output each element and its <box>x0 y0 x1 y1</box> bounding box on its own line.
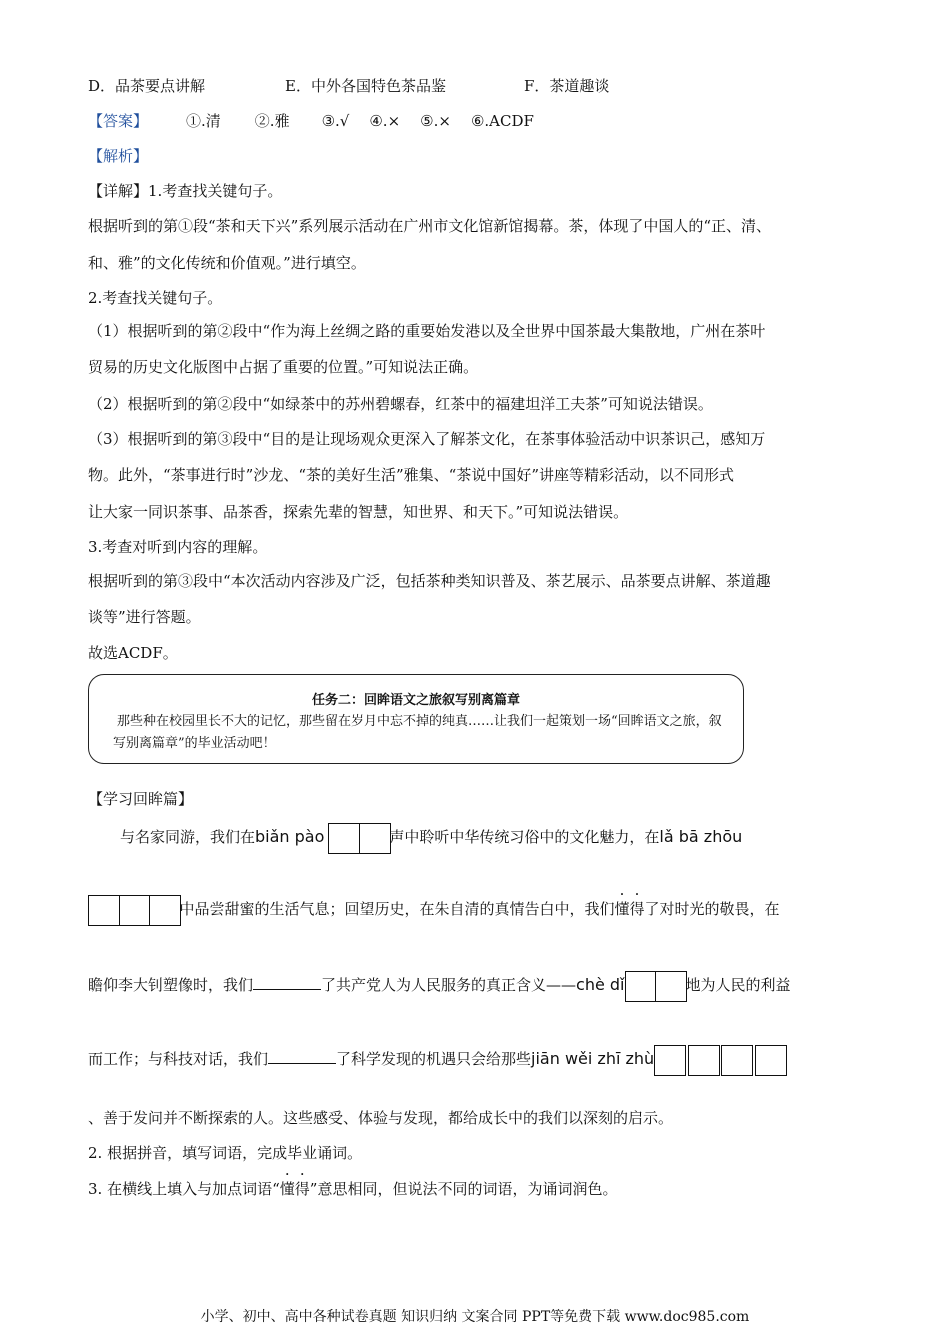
option-f: F．茶道趣谈 <box>523 77 610 95</box>
dotted-char: 得 <box>629 900 645 918</box>
review-line-5: 、善于发问并不断探索的人。这些感受、体验与发现，都给成长中的我们以深刻的启示。 <box>88 1109 674 1127</box>
task-title: 任务二：回眸语文之旅叙写别离篇章 <box>311 693 520 708</box>
answer-grid-bian-pao[interactable] <box>328 823 389 854</box>
detail-s2-head: 2.考查找关键句子。 <box>88 289 223 307</box>
answer-cell[interactable] <box>625 971 657 1002</box>
review-text: 声中聆听中华传统习俗中的文化魅力，在 <box>389 828 660 846</box>
review-text: 与名家同游，我们在 <box>120 828 256 846</box>
task-body <box>113 711 733 755</box>
review-line-3 <box>88 968 791 1002</box>
answer-grid-jian-wei-zhi-zhu[interactable] <box>654 1045 785 1076</box>
answer-cell[interactable] <box>328 823 360 854</box>
detail-s2-a2: 贸易的历史文化版图中占据了重要的位置。”可知说法正确。 <box>88 358 479 376</box>
answer-item: ②.雅 <box>254 112 290 130</box>
detail-s2-b: （2）根据听到的第②段中“如绿茶中的苏州碧螺春，红茶中的福建坦洋工夫茶”可知说法错误。 <box>88 395 713 413</box>
answer-cell[interactable] <box>359 823 391 854</box>
answer-cell[interactable] <box>119 895 151 926</box>
review-text: 中品尝甜蜜的生活气息；回望历史，在朱自清的真情告白中，我们 <box>179 900 615 918</box>
pinyin-la-ba-zhou: lǎ bā zhōu <box>659 827 743 846</box>
dotted-char: 懂 <box>279 1180 295 1198</box>
detail-label: 【详解】 <box>88 182 149 200</box>
question-3-text: ”意思相同，但说法不同的词语，为诵词润色。 <box>309 1180 618 1198</box>
review-text: 了共产党人为人民服务的真正含义—— <box>321 976 577 994</box>
answer-cell[interactable] <box>688 1045 720 1076</box>
options-line <box>88 75 609 97</box>
pinyin-jian-wei-zhi-zhu: jiān wěi zhī zhù <box>531 1049 655 1068</box>
review-text: 地为人民的利益 <box>685 976 791 994</box>
detail-s2-c3: 让大家一同识茶事、品茶香，探索先辈的智慧，知世界、和天下。”可知说法错误。 <box>88 503 629 521</box>
detail-s1-head-text: 1.考查找关键句子。 <box>148 182 283 200</box>
review-text: 瞻仰李大钊塑像时，我们 <box>88 976 254 994</box>
pinyin-bian-pao: biǎn pào <box>255 827 325 846</box>
review-text: 了对时光的敬畏，在 <box>644 900 780 918</box>
answer-cell[interactable] <box>655 971 687 1002</box>
answer-cell[interactable] <box>88 895 120 926</box>
analysis-label: 【解析】 <box>88 147 149 165</box>
detail-s2-a1: （1）根据听到的第②段中“作为海上丝绸之路的重要始发港以及全世界中国茶最大集散地，广州在茶叶 <box>88 322 766 340</box>
fill-blank-1[interactable] <box>253 975 321 990</box>
answer-cell[interactable] <box>654 1045 686 1076</box>
review-line-4 <box>88 1042 785 1076</box>
detail-s1-head <box>88 180 282 202</box>
detail-conclusion: 故选ACDF。 <box>88 644 178 662</box>
answer-item: ①.清 <box>186 112 221 130</box>
answer-item: ⑤.× <box>420 112 451 130</box>
review-line-1 <box>88 820 742 854</box>
fill-blank-2[interactable] <box>268 1049 336 1064</box>
answer-item: ④.× <box>369 112 401 130</box>
detail-s2-c2: 物。此外，“茶事进行时”沙龙、“茶的美好生活”雅集、“茶说中国好”讲座等精彩活动，以不同形式 <box>88 466 735 484</box>
option-d: D．品茶要点讲解 <box>88 77 206 95</box>
detail-s3-p1: 根据听到的第③段中“本次活动内容涉及广泛，包括茶种类知识普及、茶艺展示、品茶要点讲解、茶道趣 <box>88 572 771 590</box>
answer-cell[interactable] <box>755 1045 787 1076</box>
pinyin-che-di: chè dǐ <box>576 975 625 994</box>
review-text: 而工作；与科技对话，我们 <box>88 1050 269 1068</box>
review-text: 了科学发现的机遇只会给那些 <box>336 1050 532 1068</box>
dotted-char: 得 <box>294 1180 310 1198</box>
task-body-text: 那些种在校园里长不大的记忆，那些留在岁月中忘不掉的纯真……让我们一起策划一场“回眸语文之旅，叙写别离篇章”的毕业活动吧！ <box>113 714 722 751</box>
detail-s3-head: 3.考查对听到内容的理解。 <box>88 538 268 556</box>
dotted-char: 懂 <box>614 900 630 918</box>
answer-cell[interactable] <box>721 1045 753 1076</box>
footer-banner: 小学、初中、高中各种试卷真题 知识归纳 文案合同 PPT等免费下载 www.doc985.com <box>200 1309 750 1325</box>
detail-s1-p1: 根据听到的第①段“茶和天下兴”系列展示活动在广州市文化馆新馆揭幕。茶，体现了中国人的“正、清、 <box>88 217 772 235</box>
detail-s2-c1: （3）根据听到的第③段中“目的是让现场观众更深入了解茶文化，在茶事体验活动中识茶识己，感知万 <box>88 430 766 448</box>
task-box <box>88 674 744 764</box>
detail-s3-p2: 谈等”进行答题。 <box>88 608 201 626</box>
answer-item: ⑥.ACDF <box>470 112 534 130</box>
question-3-text: 3. 在横线上填入与加点词语“ <box>88 1180 280 1198</box>
question-3 <box>88 1178 617 1200</box>
review-heading: 【学习回眸篇】 <box>88 790 194 808</box>
question-2: 2. 根据拼音，填写词语，完成毕业诵词。 <box>88 1144 363 1162</box>
answer-cell[interactable] <box>149 895 181 926</box>
answer-grid-la-ba-zhou[interactable] <box>88 895 180 926</box>
answer-item: ③.√ <box>321 112 350 130</box>
detail-s1-p2: 和、雅”的文化传统和价值观。”进行填空。 <box>88 254 366 272</box>
answer-grid-che-di[interactable] <box>625 971 686 1002</box>
option-e: E．中外各国特色茶品鉴 <box>285 77 446 95</box>
review-line-2 <box>88 892 780 926</box>
answer-line <box>88 110 534 132</box>
answer-label: 【答案】 <box>88 112 149 130</box>
